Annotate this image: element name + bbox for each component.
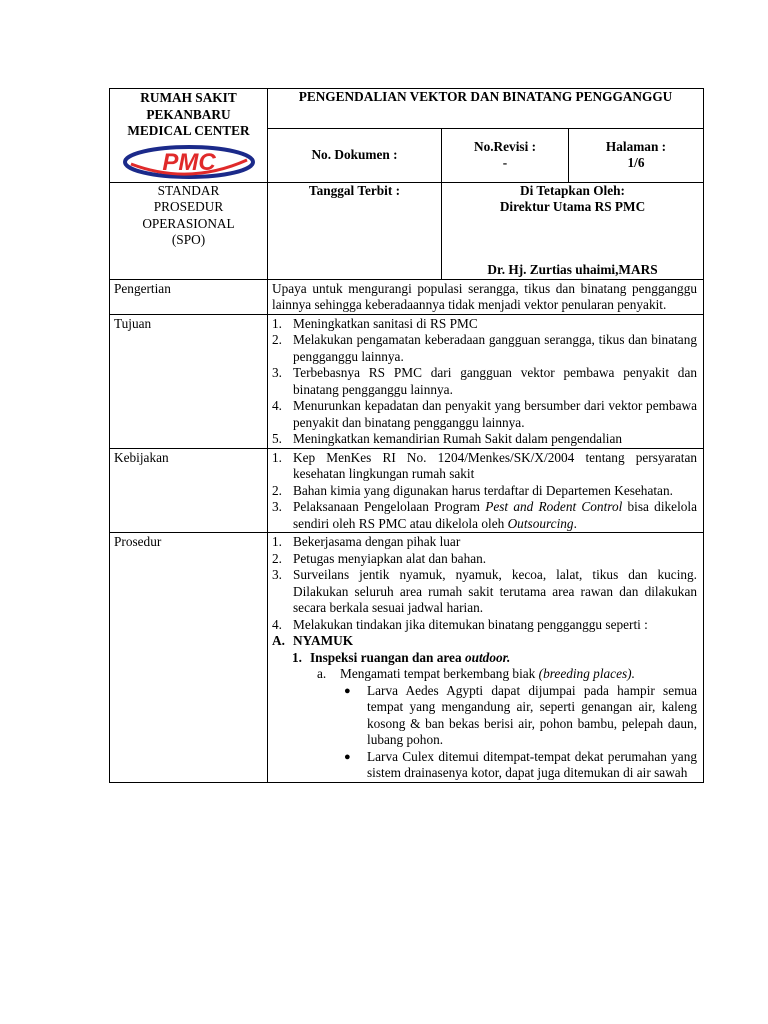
ditetapkan-label: Di Tetapkan Oleh: xyxy=(520,182,625,198)
list-item: 1. Meningkatkan sanitasi di RS PMC xyxy=(272,315,478,331)
ditetapkan-cell xyxy=(442,182,704,279)
no-dokumen-label: No. Dokumen : xyxy=(268,128,442,182)
tanggal-terbit-label: Tanggal Terbit : xyxy=(268,182,442,279)
hospital-name: RUMAH SAKIT PEKANBARU MEDICAL CENTER xyxy=(127,90,250,138)
pmc-logo xyxy=(119,142,259,182)
list-item: 2. Melakukan pengamatan keberadaan gangguan serangga, tikus dan binatang pengganggu lainnya. xyxy=(272,332,698,364)
no-revisi-value: - xyxy=(502,155,508,171)
logo-text: PMC xyxy=(161,148,216,176)
pengertian-text: Upaya untuk mengurangi populasi serangga, tikus dan binatang pengganggu lainnya sehingga keberadaannya tidak menjadi vektor penularan penyakit. xyxy=(268,279,704,314)
signatory-name: Dr. Hj. Zurtias uhaimi,MARS xyxy=(487,262,658,277)
list-item: 3. Pelaksanaan Pengelolaan Program Pest and Rodent Control bisa dikelola sendiri oleh RS PMC atau dikelola oleh Outsourcing. xyxy=(272,499,698,531)
list-item: 2. Bahan kimia yang digunakan harus terdaftar di Departemen Kesehatan. xyxy=(272,482,673,498)
ditetapkan-role: Direktur Utama RS PMC xyxy=(499,199,646,214)
list-item: 4. Melakukan tindakan jika ditemukan binatang pengganggu seperti : xyxy=(272,616,648,632)
no-revisi-label: No.Revisi : xyxy=(473,138,537,154)
halaman-value: 1/6 xyxy=(627,155,645,171)
kebijakan-label: Kebijakan xyxy=(110,448,268,533)
list-item: 5. Meningkatkan kemandirian Rumah Sakit dalam pengendalian xyxy=(272,431,623,446)
tujuan-label: Tujuan xyxy=(110,314,268,448)
bullet-item: ● Larva Culex ditemui ditempat-tempat dekat perumahan yang sistem drainasenya kotor, dapat juga ditemukan di air sawah xyxy=(344,748,698,780)
subsection-heading: 1. Inspeksi ruangan dan area outdoor. xyxy=(292,649,511,665)
pengertian-label: Pengertian xyxy=(110,279,268,314)
prosedur-content xyxy=(268,533,704,783)
no-revisi-cell xyxy=(442,128,569,182)
list-item: 2. Petugas menyiapkan alat dan bahan. xyxy=(272,550,487,566)
prosedur-label: Prosedur xyxy=(110,533,268,783)
list-item: 1. Bekerjasama dengan pihak luar xyxy=(272,534,461,549)
spo-document-table xyxy=(109,88,704,783)
halaman-label: Halaman : xyxy=(605,138,667,154)
list-item: 3. Surveilans jentik nyamuk, nyamuk, kecoa, lalat, tikus dan kucing. Dilakukan seluruh area rumah sakit terutama area rawan dan dilakukan secara berkala sesuai jadwal harian. xyxy=(272,567,698,615)
hospital-header-cell xyxy=(110,89,268,183)
spo-label: STANDAR PROSEDUR OPERASIONAL (SPO) xyxy=(110,182,268,279)
tujuan-content xyxy=(268,314,704,448)
document-title: PENGENDALIAN VEKTOR DAN BINATANG PENGGANGGU xyxy=(268,89,704,129)
bullet-item: ● Larva Aedes Agypti dapat dijumpai pada hampir semua tempat yang mengandung air, seperti genangan air, kaleng kosong & ban bekas berisi air, pohon bambu, pelepah daun, lubang pohon. xyxy=(344,682,698,747)
kebijakan-content xyxy=(268,448,704,533)
list-item: 4. Menurunkan kepadatan dan penyakit yang bersumber dari vektor pembawa penyakit dan binatang pengganggu lainnya. xyxy=(272,398,698,430)
list-item: 1. Kep MenKes RI No. 1204/Menkes/SK/X/2004 tentang persyaratan kesehatan lingkungan rumah sakit xyxy=(272,449,698,481)
list-item: 3. Terbebasnya RS PMC dari gangguan vektor pembawa penyakit dan binatang pengganggu lainnya. xyxy=(272,365,698,397)
sub-item-a: a. Mengamati tempat berkembang biak (breeding places). xyxy=(317,666,635,681)
section-a-heading: A. NYAMUK xyxy=(272,633,354,648)
halaman-cell xyxy=(569,128,704,182)
